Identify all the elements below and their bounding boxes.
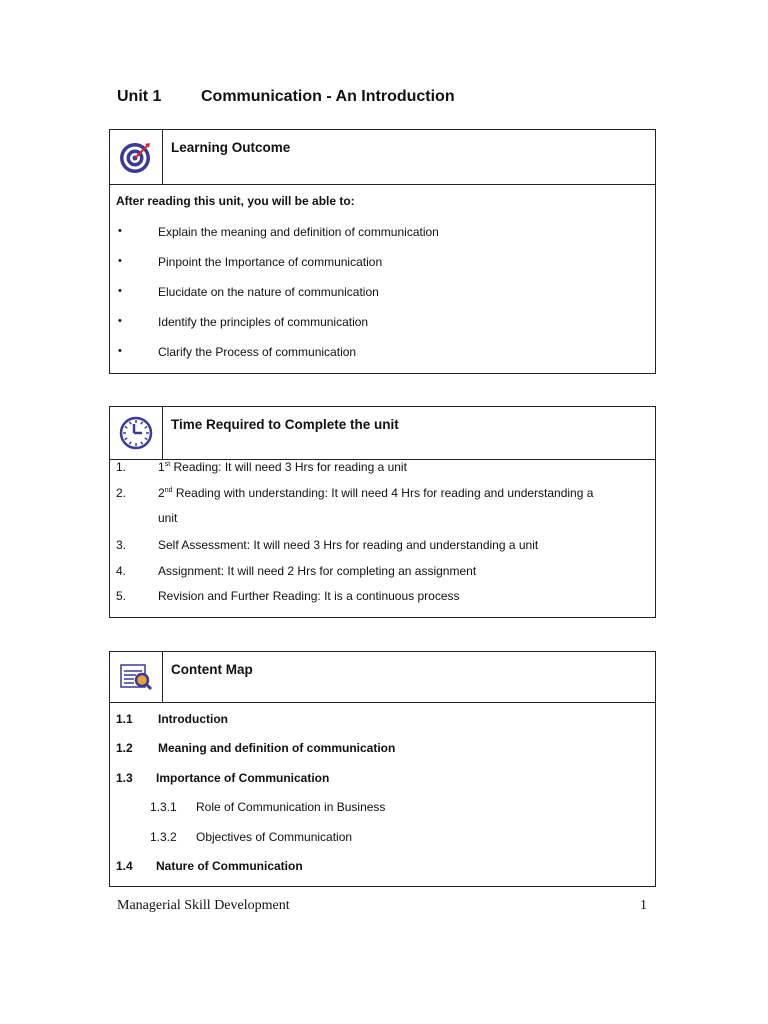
page-number: 1 bbox=[640, 898, 647, 913]
unit-title bbox=[117, 88, 455, 106]
time-required-box: Time Required to Complete the unit 1. 1st Reading: It will need 3 Hrs for reading a unit 2. 2nd Reading with understanding: It will need 4 Hrs for reading and understanding a unit 3. Self Assessment: It will need 3 Hrs for reading and understanding a unit 4. Assignment: It will need 2 Hrs for completing an assignment 5. Revision and Further Reading: It is a continuous process bbox=[109, 406, 656, 618]
clock-icon bbox=[110, 407, 163, 459]
learning-outcome-header bbox=[110, 130, 655, 185]
time-required-heading: Time Required to Complete the unit bbox=[171, 417, 399, 432]
page-footer bbox=[117, 898, 647, 914]
learning-outcome-box: Learning Outcome After reading this unit, you will be able to: • Explain the meaning and definition of communication • Pinpoint the Importance of communication • Elucidate on the nature of communication • Identify the principles of communication • Clarify the Process of communication bbox=[109, 129, 656, 374]
content-map-header bbox=[110, 652, 655, 703]
time-required-header bbox=[110, 407, 655, 460]
footer-title: Managerial Skill Development bbox=[117, 898, 290, 913]
unit-number: Unit 1 bbox=[117, 88, 162, 105]
learning-outcome-intro: After reading this unit, you will be able to: bbox=[116, 194, 355, 208]
target-icon bbox=[110, 130, 163, 184]
learning-outcome-heading: Learning Outcome bbox=[171, 140, 291, 155]
document-search-icon bbox=[110, 652, 163, 702]
content-map-box: Content Map 1.1 Introduction 1.2 Meaning and definition of communication 1.3 Importance of Communication 1.3.1 Role of Communication in Business 1.3.2 Objectives of Communication 1.4 Nature of Communication bbox=[109, 651, 656, 887]
unit-title-text: Communication - An Introduction bbox=[201, 88, 455, 105]
content-map-heading: Content Map bbox=[171, 662, 253, 677]
